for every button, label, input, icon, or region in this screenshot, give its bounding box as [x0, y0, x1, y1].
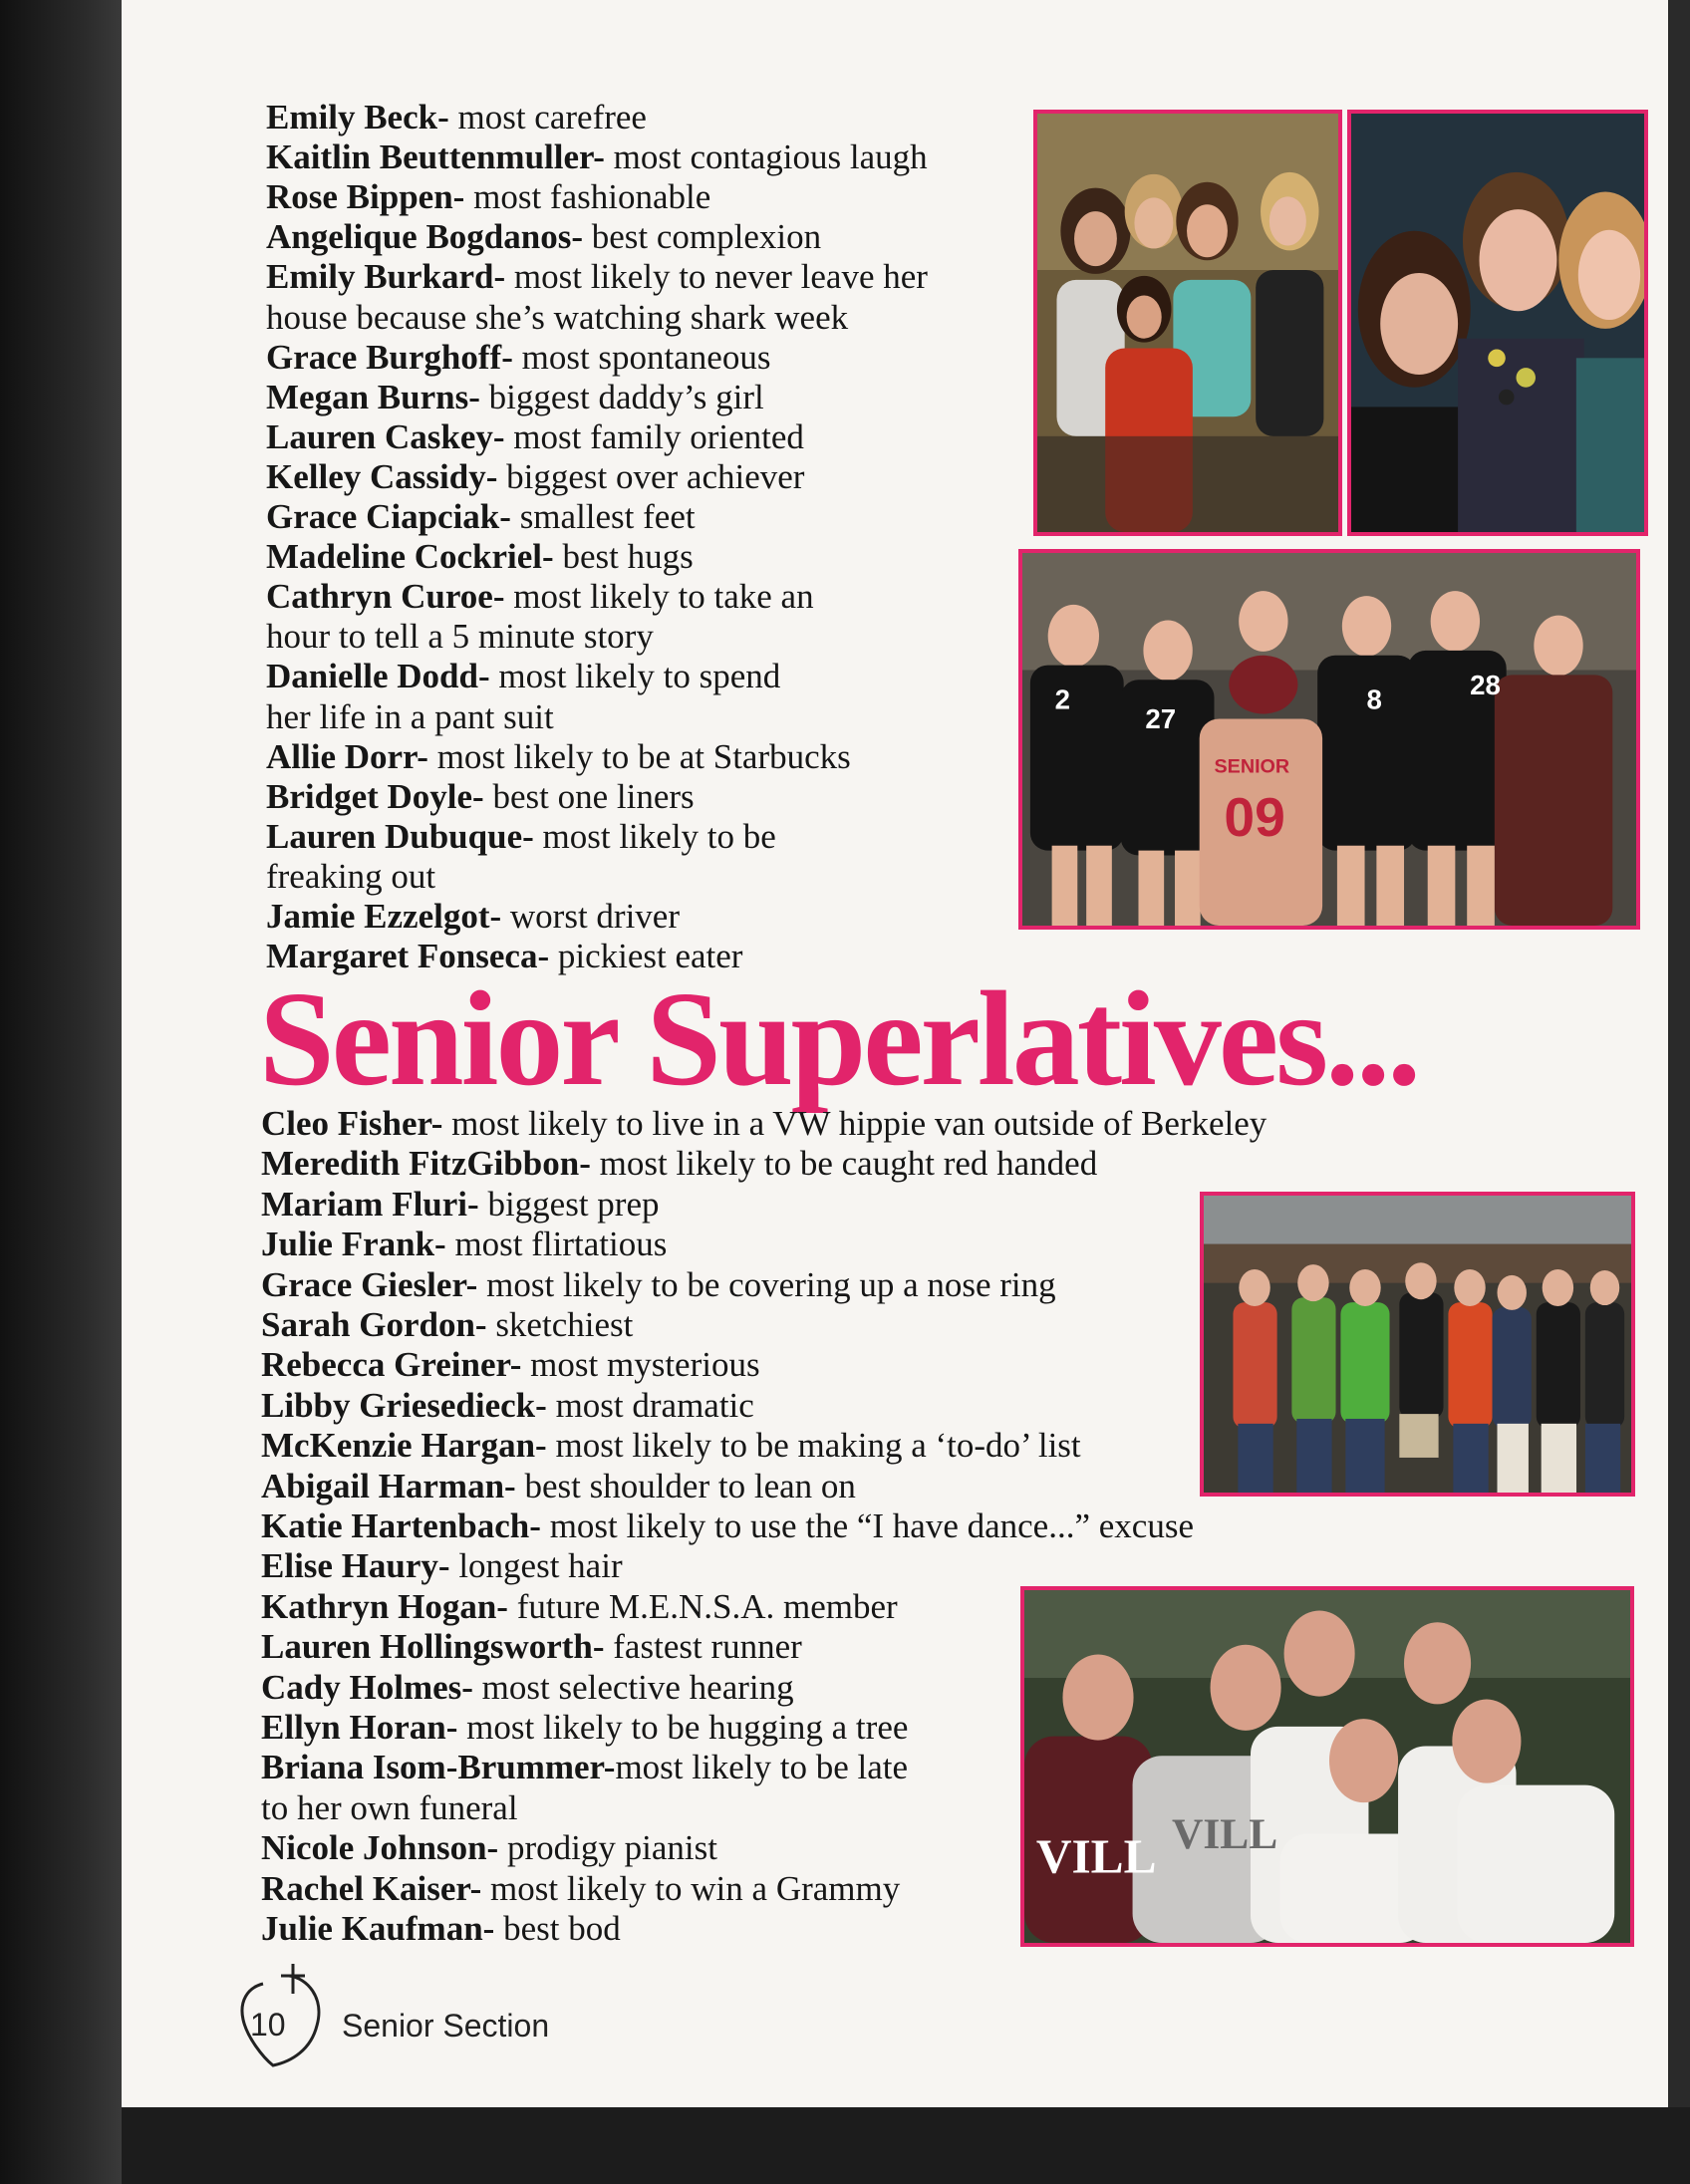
student-name: Emily Burkard-: [266, 257, 506, 297]
superlative-line: [266, 657, 780, 696]
superlative-line: [261, 1748, 908, 1787]
student-name: Lauren Dubuque-: [266, 816, 534, 856]
superlative-title: best bod: [494, 1909, 621, 1948]
superlative-title: best one liners: [483, 776, 695, 816]
student-name: Kaitlin Beuttenmuller-: [266, 137, 605, 177]
superlative-line: [261, 1668, 794, 1708]
superlative-title: most likely to take an: [504, 577, 814, 617]
student-name: Cathryn Curoe-: [266, 577, 505, 617]
superlative-line: [261, 1345, 760, 1385]
student-name: Libby Griesedieck-: [261, 1385, 547, 1425]
superlative-line: [266, 497, 696, 537]
student-name: Elise Haury-: [261, 1546, 450, 1586]
superlative-title: best complexion: [583, 217, 822, 257]
photo-spirit-group: [1020, 1586, 1634, 1947]
superlative-line: [261, 1587, 898, 1627]
student-name: Meredith FitzGibbon-: [261, 1144, 591, 1184]
student-name: Nicole Johnson-: [261, 1828, 499, 1868]
superlative-title: fastest runner: [604, 1627, 802, 1667]
page-edge-shadow: [1668, 0, 1690, 2107]
superlative-line: [261, 1426, 1081, 1466]
student-name: Kathryn Hogan-: [261, 1586, 508, 1626]
student-name: Grace Giesler-: [261, 1264, 478, 1304]
student-name: Jamie Ezzelgot-: [266, 897, 502, 936]
student-name: Emily Beck-: [266, 98, 449, 136]
jersey-number: 2: [1054, 683, 1070, 715]
superlative-title: most family oriented: [504, 416, 804, 456]
superlative-line: [266, 857, 435, 897]
superlative-title: most likely to be caught red handed: [590, 1144, 1098, 1184]
superlative-title: most likely to be making a ‘to-do’ list: [546, 1426, 1081, 1466]
body-paint-year: 09: [1224, 786, 1285, 848]
sweatshirt-text: VILL: [1172, 1810, 1278, 1859]
superlative-line: [261, 1225, 667, 1264]
superlative-title: longest hair: [449, 1546, 623, 1586]
superlative-line: [261, 1467, 856, 1506]
photo-group-field: [1200, 1192, 1635, 1497]
student-name: Katie Hartenbach-: [261, 1506, 541, 1545]
student-name: Rachel Kaiser-: [261, 1868, 482, 1908]
jersey-number: 27: [1145, 703, 1177, 735]
student-name: Margaret Fonseca-: [266, 937, 550, 976]
superlative-line: [266, 177, 710, 217]
student-name: Rose Bippen-: [266, 177, 465, 217]
superlative-title: most likely to be at Starbucks: [427, 736, 851, 776]
superlative-title: her life in a pant suit: [266, 696, 554, 736]
superlative-title: most likely to be late: [615, 1748, 909, 1787]
student-name: McKenzie Hargan-: [261, 1426, 547, 1466]
body-paint-text: SENIOR: [1214, 755, 1290, 778]
superlative-title: biggest over achiever: [497, 456, 805, 496]
superlative-line: [266, 98, 647, 137]
superlative-title: pickiest eater: [549, 937, 743, 976]
superlative-line: [266, 257, 928, 297]
superlative-title: most carefree: [448, 98, 647, 136]
superlative-title: smallest feet: [510, 497, 696, 536]
student-name: Cady Holmes-: [261, 1667, 473, 1707]
student-name: Angelique Bogdanos-: [266, 217, 583, 257]
student-name: Allie Dorr-: [266, 736, 428, 776]
superlative-title: sketchiest: [486, 1305, 634, 1344]
superlative-title: most fashionable: [464, 177, 711, 217]
superlative-title: biggest daddy’s girl: [479, 377, 764, 416]
sweatshirt-text: VILL: [1035, 1828, 1157, 1884]
superlative-title: most likely to be: [533, 816, 776, 856]
superlative-line: [266, 577, 814, 617]
student-name: Lauren Hollingsworth-: [261, 1627, 605, 1667]
superlative-line: [261, 1265, 1056, 1305]
superlative-title: most selective hearing: [472, 1667, 794, 1707]
superlative-line: [266, 697, 554, 737]
superlative-line: [261, 1185, 659, 1225]
superlative-line: [261, 1144, 1097, 1184]
superlative-line: [261, 1828, 717, 1868]
superlative-line: [266, 777, 695, 817]
student-name: Lauren Caskey-: [266, 416, 505, 456]
superlative-title: future M.E.N.S.A. member: [507, 1586, 898, 1626]
superlative-title: to her own funeral: [261, 1787, 518, 1827]
superlative-line: [261, 1909, 621, 1949]
superlative-title: most spontaneous: [512, 337, 771, 377]
photo-group-friends: [1033, 110, 1342, 536]
student-name: Julie Frank-: [261, 1225, 446, 1264]
superlative-title: worst driver: [501, 897, 681, 936]
student-name: Cleo Fisher-: [261, 1104, 443, 1143]
superlative-line: [266, 457, 804, 497]
student-name: Megan Burns-: [266, 377, 480, 416]
superlative-title: most likely to never leave her: [505, 257, 928, 297]
superlative-line: [261, 1305, 633, 1345]
superlative-line: [261, 1869, 900, 1909]
book-binding-shadow: [0, 0, 122, 2184]
superlative-title: most likely to spend: [489, 657, 781, 696]
superlative-title: most flirtatious: [445, 1225, 668, 1264]
section-title: Senior Section: [342, 2008, 550, 2044]
student-name: Madeline Cockriel-: [266, 537, 554, 577]
superlative-line: [266, 338, 770, 378]
superlative-title: biggest prep: [478, 1184, 660, 1224]
superlative-line: [261, 1788, 518, 1828]
student-name: Sarah Gordon-: [261, 1305, 487, 1344]
superlative-line: [266, 817, 776, 857]
superlative-line: [261, 1627, 802, 1667]
superlative-line: [266, 737, 851, 777]
student-name: Bridget Doyle-: [266, 776, 484, 816]
superlative-title: most likely to live in a VW hippie van outside of Berkeley: [442, 1104, 1268, 1143]
superlative-line: [261, 1546, 623, 1586]
page-headline: Senior Superlatives...: [259, 964, 1419, 1114]
superlative-line: [266, 417, 804, 457]
photo-volleyball-team: [1018, 549, 1640, 930]
superlative-title: most dramatic: [546, 1385, 754, 1425]
superlative-line: [261, 1708, 908, 1748]
superlative-line: [266, 378, 764, 417]
superlative-title: best hugs: [553, 537, 694, 577]
superlative-title: most likely to be hugging a tree: [457, 1708, 909, 1747]
student-name: Grace Burghoff-: [266, 337, 513, 377]
superlative-title: freaking out: [266, 856, 436, 896]
student-name: Julie Kaufman-: [261, 1909, 495, 1948]
superlative-line: [266, 617, 654, 657]
superlative-title: best shoulder to lean on: [515, 1466, 856, 1505]
superlative-line: [266, 897, 680, 937]
superlative-title: hour to tell a 5 minute story: [266, 617, 654, 657]
student-name: Grace Ciapciak-: [266, 497, 511, 536]
page-number: 10: [250, 2007, 286, 2043]
superlative-title: most likely to use the “I have dance...” excuse: [540, 1506, 1194, 1545]
student-name: Danielle Dodd-: [266, 657, 490, 696]
superlative-line: [261, 1386, 754, 1426]
superlative-line: [266, 537, 694, 577]
student-name: Briana Isom-Brummer-: [261, 1748, 616, 1787]
student-name: Abigail Harman-: [261, 1466, 516, 1505]
jersey-number: 8: [1366, 683, 1382, 715]
superlative-line: [261, 1506, 1194, 1546]
superlative-title: prodigy pianist: [498, 1828, 717, 1868]
student-name: Rebecca Greiner-: [261, 1345, 522, 1385]
student-name: Kelley Cassidy-: [266, 456, 498, 496]
superlative-title: most contagious laugh: [604, 137, 928, 177]
photo-three-friends: [1347, 110, 1648, 536]
superlative-line: [261, 1104, 1267, 1144]
student-name: Ellyn Horan-: [261, 1708, 458, 1747]
superlative-title: most likely to win a Grammy: [481, 1868, 901, 1908]
superlative-title: most mysterious: [521, 1345, 760, 1385]
superlative-line: [266, 217, 821, 257]
superlative-title: house because she’s watching shark week: [266, 297, 849, 337]
superlative-line: [266, 298, 848, 338]
superlative-title: most likely to be covering up a nose ring: [477, 1264, 1056, 1304]
student-name: Mariam Fluri-: [261, 1184, 479, 1224]
jersey-number: 28: [1470, 670, 1501, 700]
superlative-line: [266, 137, 928, 177]
